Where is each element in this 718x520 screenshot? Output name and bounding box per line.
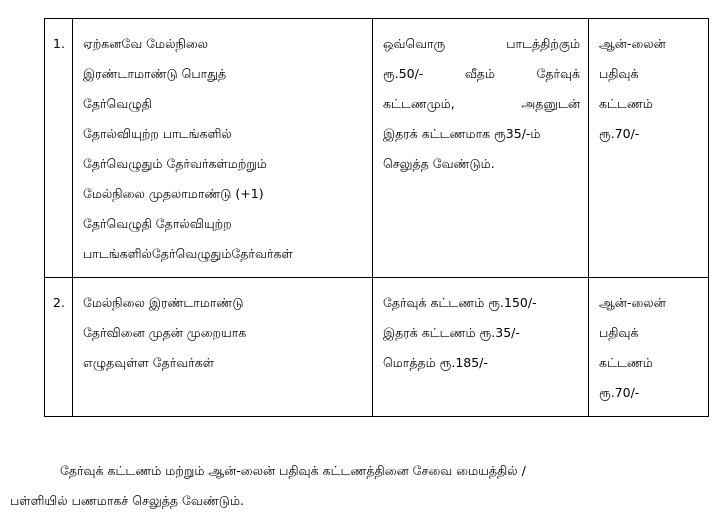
note-line: பள்ளியில் பணமாகச் செலுத்த வேண்டும். <box>10 493 244 508</box>
exam-fee-cell <box>373 19 589 278</box>
fee-line: மொத்தம் ரூ.185/- <box>383 355 488 370</box>
description-line: தேர்வினை முதன் முறையாக <box>83 325 247 340</box>
fee-line: ஒவ்வொரு பாடத்திற்கும் <box>383 36 580 51</box>
table-row <box>45 278 709 417</box>
online-fee-cell <box>589 19 709 278</box>
fee-line: கட்டணமும், அதனுடன் <box>383 96 580 111</box>
online-fee-line: பதிவுக் <box>599 325 639 340</box>
description-line: பாடங்களில்தேர்வெழுதும்தேர்வர்கள் <box>83 246 293 261</box>
description-line: இரண்டாமாண்டு பொதுத் <box>83 66 227 81</box>
candidate-description-cell <box>73 278 373 417</box>
online-fee-line: ஆன்-லைன் <box>599 36 666 51</box>
fee-line: தேர்வுக் கட்டணம் ரூ.150/- <box>383 295 537 310</box>
table-row <box>45 19 709 278</box>
online-fee-line: ரூ.70/- <box>599 385 640 400</box>
fee-line: இதரக் கட்டணமாக ரூ35/-ம் <box>383 126 541 141</box>
description-line: எழுதவுள்ள தேர்வர்கள் <box>83 355 215 370</box>
description-line: தேர்வெழுதி தோல்வியுற்ற <box>83 216 232 231</box>
candidate-description-cell <box>73 19 373 278</box>
online-fee-line: கட்டணம் <box>599 96 653 111</box>
row-number: 2. <box>45 278 73 417</box>
description-line: தேர்வெழுதும் தேர்வர்கள்மற்றும் <box>83 156 267 171</box>
online-fee-line: பதிவுக் <box>599 66 639 81</box>
row-number: 1. <box>45 19 73 278</box>
online-fee-line: கட்டணம் <box>599 355 653 370</box>
fee-line: செலுத்த வேண்டும். <box>383 156 495 171</box>
description-line: ஏற்கனவே மேல்நிலை <box>83 36 209 51</box>
online-fee-line: ரூ.70/- <box>599 126 640 141</box>
online-fee-cell <box>589 278 709 417</box>
description-line: மேல்நிலை இரண்டாமாண்டு <box>83 295 244 310</box>
fee-line: இதரக் கட்டணம் ரூ.35/- <box>383 325 520 340</box>
description-line: தேர்வெழுதி <box>83 96 152 111</box>
note-line: தேர்வுக் கட்டணம் மற்றும் ஆன்-லைன் பதிவுக் கட்டணத்தினை சேவை மையத்தில் / <box>60 463 526 478</box>
description-line: தோல்வியுற்ற பாடங்களில் <box>83 126 232 141</box>
fee-table <box>44 18 709 417</box>
exam-fee-cell <box>373 278 589 417</box>
payment-note <box>10 456 700 516</box>
online-fee-line: ஆன்-லைன் <box>599 295 666 310</box>
fee-line: ரூ.50/- வீதம் தேர்வுக் <box>383 66 580 81</box>
description-line: மேல்நிலை முதலாமாண்டு (+1) <box>83 186 264 201</box>
